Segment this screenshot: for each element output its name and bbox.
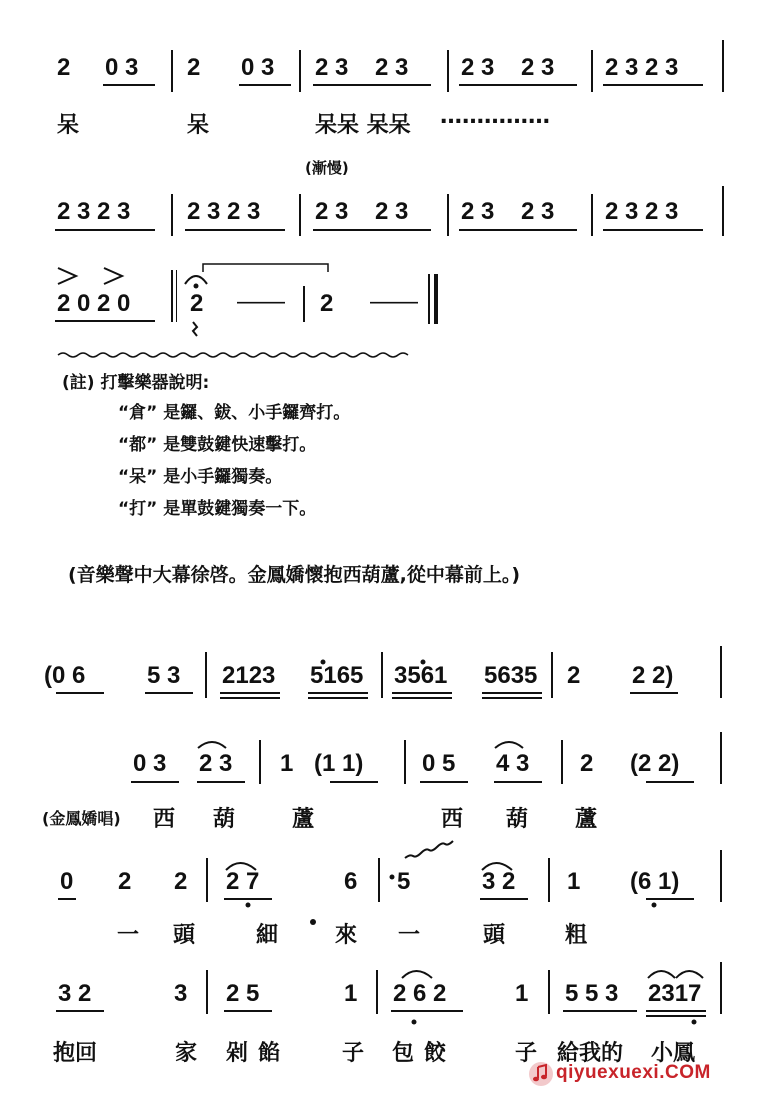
lyric: 家: [175, 1041, 198, 1066]
note: 2 2): [632, 662, 674, 689]
note: 0 3: [105, 54, 139, 81]
note: 2: [118, 868, 132, 895]
lyric: 子: [515, 1041, 538, 1066]
note: 3561: [394, 662, 448, 689]
note: 2 3 2 3: [605, 54, 679, 81]
dash: ——: [370, 288, 418, 315]
annotation-line: “呆” 是小手鑼獨奏。: [118, 467, 283, 487]
lyric: 頭: [173, 923, 196, 948]
note: 2 6 2: [393, 980, 447, 1007]
note: 2 3: [315, 198, 349, 225]
note: 2317: [648, 980, 702, 1007]
lyric: 西: [441, 807, 464, 832]
note: 1: [344, 980, 358, 1007]
note: 3 2: [58, 980, 92, 1007]
note: 2 3: [199, 750, 233, 777]
note: 2: [174, 868, 188, 895]
lyric: 細: [256, 923, 279, 948]
lyric: 葫: [506, 807, 529, 832]
note: 2 7: [226, 868, 260, 895]
glissando-mark: [405, 841, 453, 858]
accent-mark: [58, 268, 76, 284]
lyric: 包: [392, 1041, 415, 1066]
lyric: 一: [117, 923, 140, 948]
note: 2 3 2 3: [187, 198, 261, 225]
tie-bracket: [203, 264, 328, 272]
wavy-divider: [58, 353, 408, 357]
lyric: 小鳳: [651, 1041, 696, 1066]
lyric: 餃: [424, 1041, 447, 1066]
lyric: 呆: [57, 113, 80, 138]
lyric: 來: [335, 923, 358, 948]
lyric: 頭: [483, 923, 506, 948]
note: 2 3 2 3: [605, 198, 679, 225]
note: 2123: [222, 662, 276, 689]
note: (0 6: [44, 662, 86, 689]
note: 2 3: [375, 54, 409, 81]
note: (2 2): [630, 750, 680, 777]
note: 5635: [484, 662, 538, 689]
note: 2: [320, 290, 334, 317]
note: 2 3: [461, 54, 495, 81]
watermark: [528, 1060, 758, 1088]
note: 2 0 2 0: [57, 290, 131, 317]
lyric: 剁: [226, 1041, 249, 1066]
note: 2 3: [521, 198, 555, 225]
note: 2 3 2 3: [57, 198, 131, 225]
lyric: 呆: [187, 113, 210, 138]
lyric: 抱回: [53, 1041, 98, 1066]
annotation-line: “倉” 是鑼、鈸、小手鑼齊打。: [118, 403, 351, 423]
note: 2: [580, 750, 594, 777]
lyric: 餡: [258, 1041, 281, 1066]
tremolo-mark: [193, 322, 197, 336]
dash: ——: [237, 288, 285, 315]
stage-direction: (音樂聲中大幕徐啓。金鳳嬌懷抱西葫蘆,從中幕前上。): [68, 564, 521, 586]
lyric: 一: [398, 923, 421, 948]
note: 3: [174, 980, 188, 1007]
note: 2 3: [461, 198, 495, 225]
annotation-line: “打” 是單鼓鍵獨奏一下。: [118, 499, 317, 519]
tempo-mark: (漸慢): [305, 159, 349, 177]
note: 0 3: [133, 750, 167, 777]
note: (6 1): [630, 868, 680, 895]
lyric: 葫: [213, 807, 236, 832]
lyric-dots: ……………: [440, 104, 550, 129]
note: (1 1): [314, 750, 364, 777]
note: 5: [397, 868, 411, 895]
fermata-mark: [185, 276, 207, 284]
note: 0: [60, 868, 74, 895]
note: 5 5 3: [565, 980, 619, 1007]
annotation-line: “都” 是雙鼓鍵快速擊打。: [118, 435, 317, 455]
note: 2: [57, 54, 71, 81]
note: 2 3: [375, 198, 409, 225]
note: 6: [344, 868, 358, 895]
lyric: 蘆: [292, 807, 315, 832]
note: 0 5: [422, 750, 456, 777]
note: 5 3: [147, 662, 181, 689]
singer-label: (金鳳嬌唱): [42, 809, 121, 828]
note: 4 3: [496, 750, 530, 777]
lyric: 子: [342, 1041, 365, 1066]
note: 1: [515, 980, 529, 1007]
lyric: 呆呆 呆呆: [315, 113, 411, 138]
note: 2 5: [226, 980, 260, 1007]
lyric: 西: [153, 807, 176, 832]
lyric: 蘆: [575, 807, 598, 832]
accent-mark: [104, 268, 122, 284]
music-note-icon: [528, 1061, 554, 1087]
lyric: 給我的: [557, 1041, 624, 1066]
note: 0 3: [241, 54, 275, 81]
note: 2: [567, 662, 581, 689]
lyric: 粗: [565, 923, 588, 948]
note: 1: [567, 868, 581, 895]
note: 5165: [310, 662, 364, 689]
note: 2: [187, 54, 201, 81]
note: 2: [190, 290, 204, 317]
annotation-title: (註) 打擊樂器說明:: [62, 373, 210, 393]
note: 2 3: [315, 54, 349, 81]
note: 2 3: [521, 54, 555, 81]
note: 1: [280, 750, 294, 777]
note: 3 2: [482, 868, 516, 895]
watermark-text: qiyuexuexi.COM: [556, 1062, 711, 1083]
